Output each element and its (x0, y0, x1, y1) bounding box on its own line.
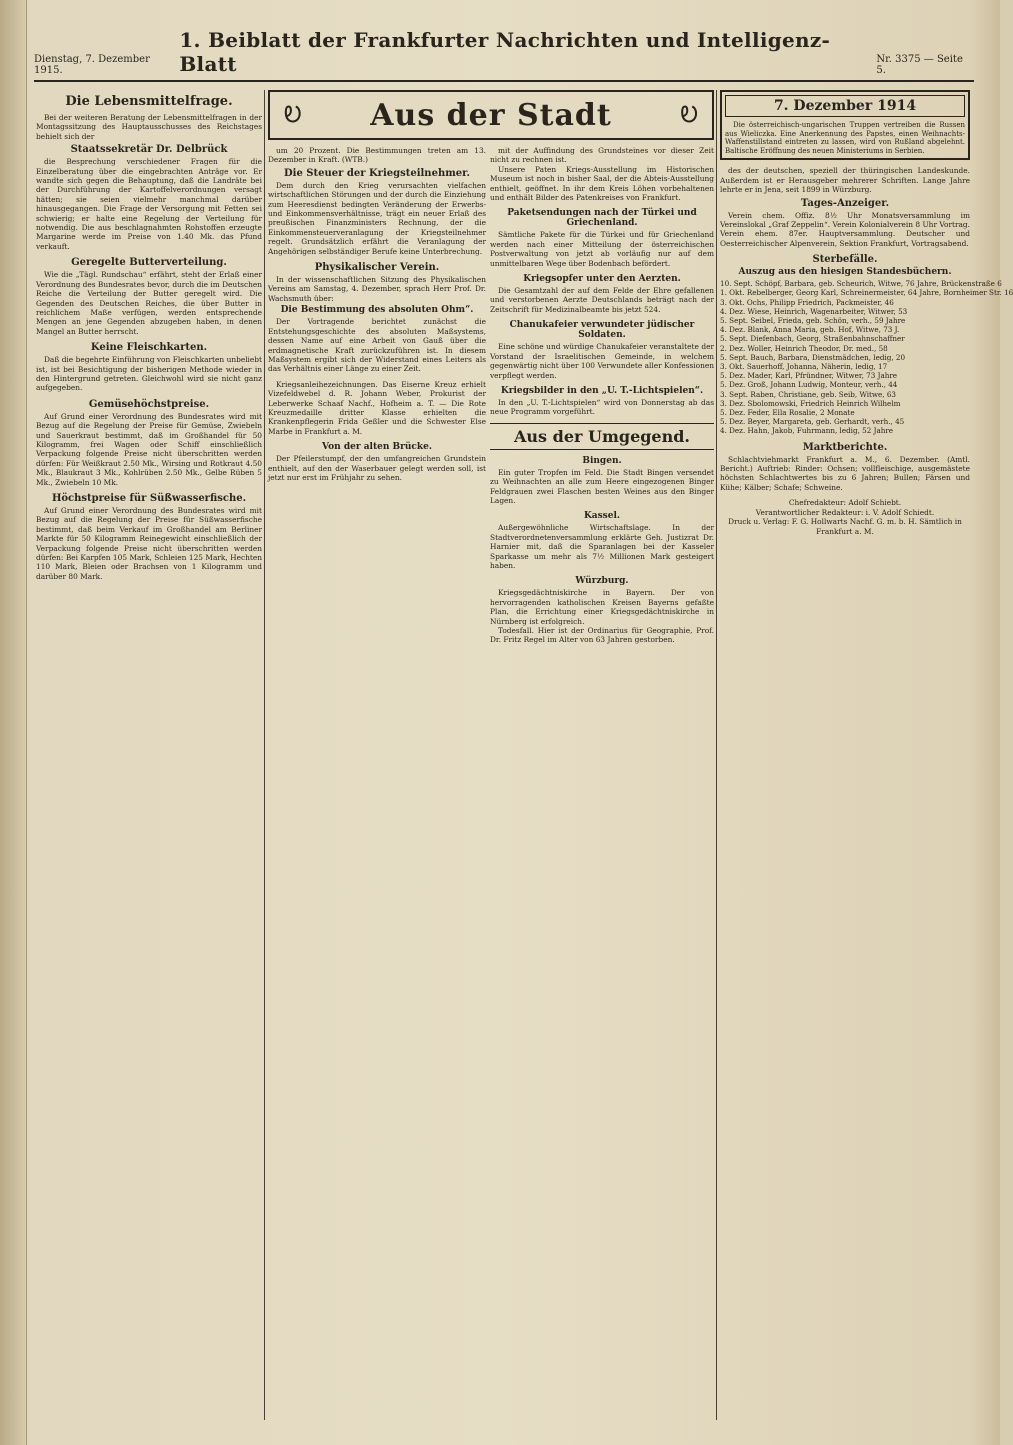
article-title: Tages-Anzeiger. (800, 197, 890, 209)
article-title: Die Lebensmittelfrage. (65, 94, 233, 109)
imprint-print: Druck u. Verlag: F. G. Hollwarts Nachf. G. m. b. H. Sämtlich in Frankfurt a. M. (728, 517, 962, 536)
article-kriegsanleihe (268, 380, 486, 436)
list-item: 2. Dez. Woller, Heinrich Theodor, Dr. med., 58 (720, 343, 888, 353)
list-item: 4. Dez. Hahn, Jakob, Fuhrmann, ledig, 52 Jahre (720, 426, 894, 436)
article-sterbefaelle (720, 254, 1013, 436)
article-body: Auf Grund einer Verordnung des Bundesrates wird mit Bezug auf die Regelung der Preise für Gemüse, Zwiebeln und Sauerkraut bestimmt, daß im Großhandel für 50 Kilogramm, frei Wagen oder Schiff einschließlich Verpackung folgende Preise nicht überschritten werden dürfen: Für Weißkraut 2.50 Mk., Wirsing und Rotkraut 4.50 Mk., Blaukraut 3 Mk., Kohlrüben 2.50 Mk., Gelbe Rüben 5 Mk., Zwiebeln 10 Mk. (36, 411, 262, 487)
masthead-title: 1. Beiblatt der Frankfurter Nachrichten und Intelligenz-Blatt (179, 28, 831, 76)
section-title: Aus der Stadt (370, 97, 612, 133)
ornament-icon: Ꭷ (680, 102, 698, 128)
article-body: Unsere Paten Kriegs-Ausstellung im Historischen Museum ist noch in bisher Saal, der die Abteis-Ausstellung enthielt, geöffnet. In ihr dem Kreis Löhen vorbehaltenen und enthält Bilder des Patenkreises von Frankfurt. (490, 164, 714, 203)
article-title: Paketsendungen nach der Türkei und Griechenland. (507, 208, 697, 229)
article-lebensmittelfrage (36, 94, 262, 251)
article-body: Verein chem. Offiz. 8½ Uhr Monatsversammlung im Vereinslokal „Graf Zeppelin“. Verein Kolonialverein 8 Uhr Vortrag. Verein ehem. 87er. Hauptversammlung. Deutscher und Oesterreichischer Alpenverein, Sektion Frankfurt, Vortragsabend. (720, 210, 970, 248)
list-item: 5. Dez. Mader, Karl, Pfründner, Witwer, 73 Jahre (720, 371, 898, 381)
article-marktberichte (720, 442, 970, 493)
article-title: Würzburg. (575, 576, 629, 587)
article-body: die Besprechung verschiedener Fragen für die Einzelberatung über die eingebrachten Anträge vor. Er wandte sich gegen die Behauptung, daß die Landräte bei der Durchführung der Kartoffelverordnungen versagt hätten; sie seien vielmehr manchmal darüber hinausgegangen. Die Frage der Versorgung mit Fetten sei schwierig; er halte eine Regelung der Verteilung für notwendig. Die aus beschlagnahmten Rohstoffen erzeugte Margarine werde im Preise von 1.40 Mk. das Pfund verkauft. (36, 157, 262, 251)
article-body: Sämtliche Pakete für die Türkei und für Griechenland werden nach einer Mitteilung der österreichischen Postverwaltung von jetzt ab vorläufig nur auf dem unmittelbaren Wege über Bodenbach befördert. (490, 230, 714, 268)
article-body: In der wissenschaftlichen Sitzung des Physikalischen Vereins am Samstag, 4. Dezember, sprach Herr Prof. Dr. Wachsmuth über: (268, 275, 486, 303)
article-body: Der Vortragende berichtet zunächst die Entstehungsgeschichte des absoluten Maßsystems, dessen Name auf eine Arbeit von Gauß über die erdmagnetische Kraft zurückzuführen ist. In diesem Maßsystem ergibt sich der Widerstand eines Leiters als das Verhältnis einer Länge zu einer Zeit. (268, 317, 486, 374)
date-box (720, 90, 970, 160)
column-3 (490, 146, 714, 1426)
article-body: Außergewöhnliche Wirtschaftslage. In der Stadtverordnetenversammlung erklärte Geh. Justizrat Dr. Harnier mit, daß die Sparanlagen bei der Kasseler Sparkasse um mehr als 7½ Millionen Mark gesteigert haben. (490, 523, 714, 570)
list-item: 3. Sept. Raben, Christiane, geb. Seib, Witwe, 63 (720, 389, 897, 399)
article-gemuesehoechstpreise (36, 399, 262, 487)
article-bingen (490, 456, 714, 506)
article-tages-anzeiger (720, 198, 970, 249)
date-box-text: Die österreichisch-ungarischen Truppen vertreiben die Russen aus Wieliczka. Eine Anerkennung des Papstes, einen Weihnachts-Waffenstillstand eintreten zu lassen, wird von Rußland abgelehnt. Baltische Eröffnung des neuen Ministeriums in Serbien. (725, 121, 965, 155)
imprint (720, 498, 970, 536)
article-paten-ausstellung (490, 165, 714, 203)
list-item: 5. Sept. Diefenbach, Georg, Straßenbahnschaffner (720, 334, 905, 344)
list-item: 5. Dez. Feder, Ella Rosalie, 2 Monate (720, 408, 855, 418)
column-rule (716, 90, 717, 1420)
list-item: 4. Dez. Blank, Anna Maria, geb. Hof, Witwe, 73 J. (720, 325, 900, 335)
article-title: Bingen. (582, 455, 622, 466)
article-physikalischer-verein (268, 262, 486, 374)
article-title: Physikalischer Verein. (314, 262, 440, 274)
article-fleischkarten (36, 342, 262, 393)
article-subtitle: Staatssekretär Dr. Delbrück (70, 144, 228, 156)
article-body: Kriegsanleihezeichnungen. Das Eiserne Kreuz erhielt Vizefeldwebel d. R. Johann Weber, Prokurist der Leberwerke Schaaf Nachf., Hofheim a. T. — Die Rote Kreuzmedaille dritter Klasse erhielten die Krankenpflegerin Frida Geßler und die Schwester Else Marbe in Frankfurt a. M. (268, 379, 486, 436)
list-item: 5. Sept. Seibel, Frieda, geb. Schön, verh., 59 Jahre (720, 316, 906, 326)
article-title: Kriegsopfer unter den Aerzten. (523, 274, 681, 285)
article-body: In den „U. T.-Lichtspielen“ wird von Donnerstag ab das neue Programm vorgeführt. (490, 397, 714, 417)
article-lead: mit der Auffindung des Grundsteines vor dieser Zeit nicht zu rechnen ist. (490, 146, 714, 165)
article-title: Von der alten Brücke. (321, 442, 432, 453)
article-body: Wie die „Tägl. Rundschau“ erfährt, steht der Erlaß einer Verordnung des Bundesrates bevor, durch die im Deutschen Reiche die Verteilung der Butter geregelt wird. Die Gegenden des Deutschen Reiches, die über Butter in reichlichem Maße verfügen, werden entsprechende Mengen an jene Gegenden abzugeben haben, in denen Mangel an Butter herrscht. (36, 270, 262, 336)
masthead-date: Dienstag, 7. Dezember 1915. (34, 54, 150, 76)
article-title: Sterbefälle. (812, 254, 878, 266)
list-item: 5. Dez. Beyer, Margareta, geb. Gerhardt, verh., 45 (720, 417, 905, 427)
article-kassel (490, 511, 714, 570)
article-suesswasserfische (36, 493, 262, 581)
article-subtitle: Die Bestimmung des absoluten Ohm“. (280, 305, 474, 316)
article-body: Dem durch den Krieg verursachten vielfachen wirtschaftlichen Störungen und der durch die Einziehung zum Heeresdienst bedingten Veränderung der Erwerbs- und Einkommensverhältnisse, trägt ein neuer Erlaß des preußischen Finanzministers Rechnung, der die Einkommensteuerveranlagung der Kriegsteilnehmer regelt. Grundsätzlich erfährt die Veranlagung der Angehörigen selbständiger Berufe keine Unterbrechung. (268, 180, 486, 256)
article-title: Höchstpreise für Süßwasserfische. (51, 493, 247, 504)
imprint-editor: Chefredakteur: Adolf Schiebt. (788, 498, 902, 508)
article-title: Kassel. (583, 511, 621, 522)
article-steuer-kriegsteilnehmer (268, 168, 486, 256)
masthead (34, 28, 974, 82)
list-item: 3. Okt. Ochs, Philipp Friedrich, Packmeister, 46 (720, 297, 894, 307)
article-subtitle: Auszug aus den hiesigen Standesbüchern. (738, 267, 952, 278)
article-intro: Bei der weiteren Beratung der Lebensmittelfragen in der Montagssitzung des Hauptausschusses des Reichstages behielt sich der (36, 113, 262, 141)
article-lead: des der deutschen, speziell der thüringischen Landeskunde. Außerdem ist er Herausgeber mehrerer Schriften. Lange Jahre lehrte er in Jena, seit 1899 in Würzburg. (720, 166, 970, 195)
list-item: 3. Dez. Sbolomowski, Friedrich Heinrich Wilhelm (720, 398, 901, 408)
article-butterverteilung (36, 257, 262, 336)
article-body: Kriegsgedächtniskirche in Bayern. Der von hervorragenden katholischen Kreisen Bayerns gefaßte Plan, die Errichtung einer Kriegsgedächtniskirche in Nürnberg ist erfolgreich. (490, 588, 714, 626)
article-body: Auf Grund einer Verordnung des Bundesrates wird mit Bezug auf die Regelung der Preise für Süßwasserfische bestimmt, daß beim Verkauf im Großhandel am Berliner Markte für 50 Kilogramm Reinegewicht einschließlich der Verpackung folgende Preise nicht überschritten werden dürfen: Bei Karpfen 105 Mark, Schleien 125 Mark, Hechten 110 Mark, Bleien oder Brachsen von 1 Kilogramm und darüber 80 Mark. (36, 506, 262, 581)
article-title: Chanukafeier verwundeter jüdischer Soldaten. (509, 320, 695, 341)
article-body: Die Gesamtzahl der auf dem Felde der Ehre gefallenen und verstorbenen Aerzte Deutschlands beträgt nach der Zeitschrift für Medizinalbeamte bis jetzt 524. (490, 286, 714, 314)
article-chanukafeier (490, 320, 714, 380)
article-title: Geregelte Butterverteilung. (71, 257, 227, 269)
article-body: Daß die begehrte Einführung von Fleischkarten unbeliebt ist, ist bei Besichtigung der bisherigen Methode wieder in den Hintergrund getreten. Gleichwohl wird sie nicht ganz aufgegeben. (36, 355, 262, 393)
article-kriegsbilder (490, 386, 714, 417)
article-body: Todesfall. Hier ist der Ordinarius für Geographie, Prof. Dr. Fritz Regel im Alter von 63 Jahren gestorben. (490, 626, 714, 645)
imprint-responsible: Verantwortlicher Redakteur: i. V. Adolf Schiedt. (755, 507, 935, 517)
article-title: Keine Fleischkarten. (90, 342, 208, 354)
section-header-aus-der-stadt (268, 90, 714, 140)
list-item: 3. Okt. Sauerhoff, Johanna, Näherin, ledig, 17 (720, 362, 888, 372)
list-item: 1. Okt. Rebelberger, Georg Karl, Schreinermeister, 64 Jahre, Bornheimer Str. 16 (720, 288, 1013, 298)
column-1 (36, 90, 262, 1415)
list-item: 5. Dez. Groß, Johann Ludwig, Monteur, verh., 44 (720, 380, 898, 390)
article-title: Kriegsbilder in den „U. T.-Lichtspielen“. (500, 385, 704, 396)
column-2 (268, 146, 486, 1426)
date-box-title: 7. Dezember 1914 (725, 95, 965, 117)
article-alte-bruecke (268, 442, 486, 482)
article-kriegsopfer-aerzte (490, 274, 714, 314)
article-wuerzburg (490, 576, 714, 644)
masthead-number: Nr. 3375 — Seite 5. (876, 54, 963, 76)
article-title: Die Steuer der Kriegsteilnehmer. (283, 167, 470, 179)
column-4 (720, 90, 1013, 1435)
article-title: Gemüsehöchstpreise. (88, 398, 210, 410)
list-item: 10. Sept. Schöpf, Barbara, geb. Scheurich, Witwe, 76 Jahre, Brückenstraße 6 (720, 279, 1002, 289)
column-rule (264, 90, 265, 1420)
death-list (720, 279, 1013, 436)
article-title: Marktberichte. (802, 441, 888, 453)
list-item: 4. Dez. Wiese, Heinrich, Wagenarbeiter, Witwer, 53 (720, 306, 908, 316)
list-item: 5. Sept. Bauch, Barbara, Dienstmädchen, ledig, 20 (720, 352, 906, 362)
article-paketsendungen (490, 208, 714, 268)
article-body: Eine schöne und würdige Chanukafeier veranstaltete der Vorstand der Israelitischen Gemeinde, in welchem gegenwärtig nicht über 100 Verwundete aller Konfessionen verpflegt werden. (490, 342, 714, 380)
article-body: Schlachtviehmarkt Frankfurt a. M., 6. Dezember. (Amtl. Bericht.) Auftrieb: Rinder: Ochsen; vollfleischige, ausgemästete höchsten Schlachtwertes bis zu 6 Jahren; Bullen; Färsen und Kühe; Kälber; Schafe; Schweine. (720, 454, 970, 492)
article-body: Ein guter Tropfen im Feld. Die Stadt Bingen versendet zu Weihnachten an alle zum Heere eingezogenen Binger Feldgrauen zwei Flaschen besten Weines aus den Binger Lagen. (490, 467, 714, 505)
article-body: Der Pfeilerstumpf, der den umfangreichen Grundstein enthielt, auf den der Waserbauer gelegt werden soll, ist jetzt nur erst im Frühjahr zu sehen. (268, 454, 486, 482)
article-lead: um 20 Prozent. Die Bestimmungen treten am 13. Dezember in Kraft. (WTB.) (268, 146, 486, 165)
page-binding-edge (0, 0, 27, 1445)
section-title-umgegend: Aus der Umgegend. (490, 423, 714, 450)
ornament-icon: Ꭷ (284, 102, 302, 128)
